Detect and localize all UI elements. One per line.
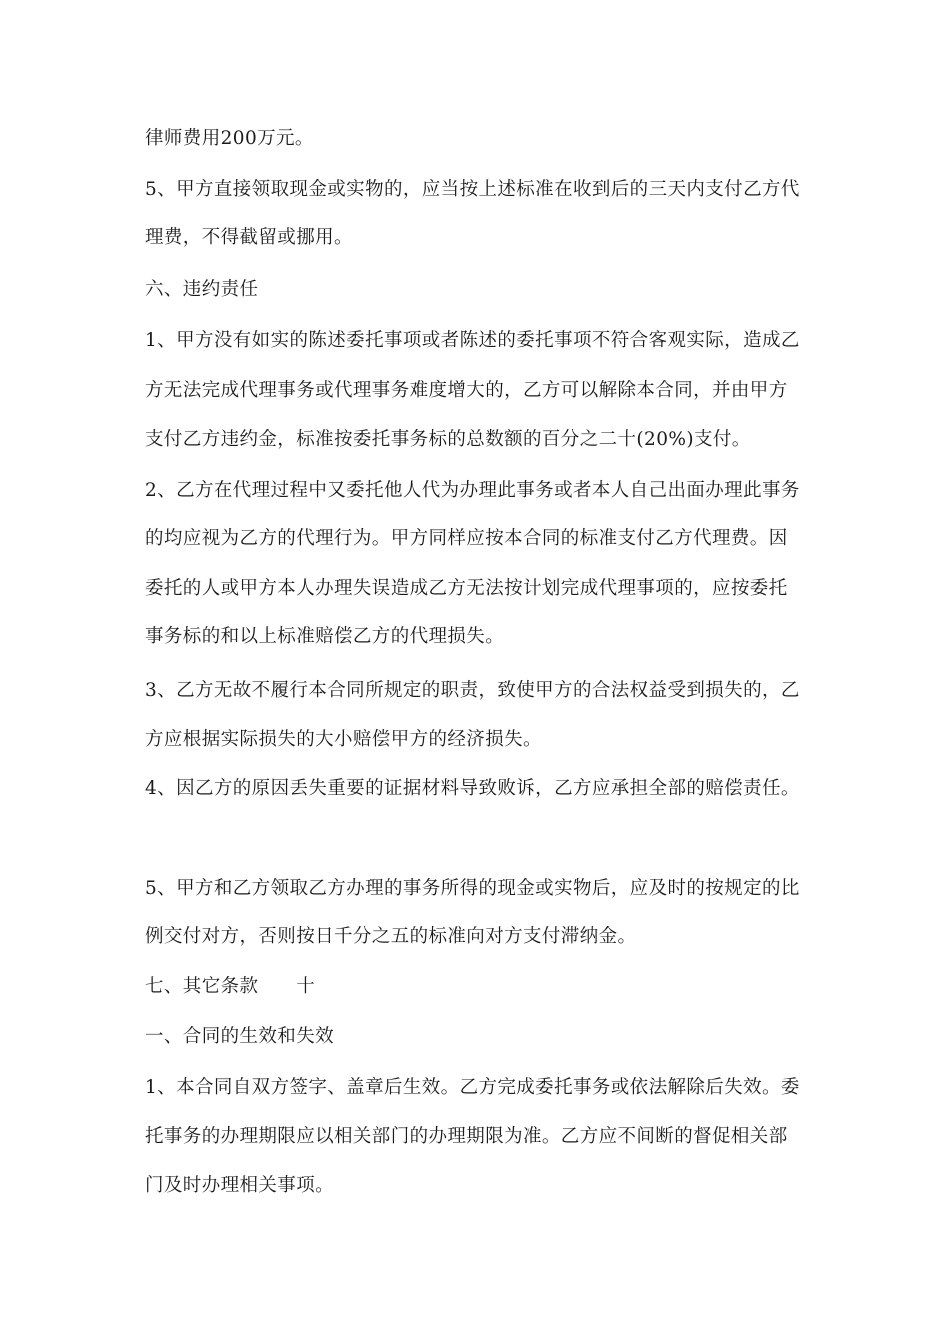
text-line: 委托的人或甲方本人办理失误造成乙方无法按计划完成代理事项的，应按委托 [145,578,788,599]
text-line: 5、甲方直接领取现金或实物的，应当按上述标准在收到后的三天内支付乙方代 [145,179,800,200]
section-heading: 六、违约责任 [145,279,259,300]
text-line: 方无法完成代理事务或代理事务难度增大的，乙方可以解除本合同，并由甲方 [145,380,788,401]
text-line: 托事务的办理期限应以相关部门的办理期限为准。乙方应不间断的督促相关部 [145,1126,788,1147]
text-line: 门及时办理相关事项。 [145,1175,335,1196]
text-line: 支付乙方违约金，标准按委托事务标的总数额的百分之二十(20%)支付。 [145,429,751,450]
text-line: 事务标的和以上标准赔偿乙方的代理损失。 [145,626,505,647]
text-line: 2、乙方在代理过程中又委托他人代为办理此事务或者本人自己出面办理此事务 [145,480,800,501]
text-line: 3、乙方无故不履行本合同所规定的职责，致使甲方的合法权益受到损失的，乙 [145,680,800,701]
section-heading: 七、其它条款 十 [145,976,316,997]
text-line: 5、甲方和乙方领取乙方办理的事务所得的现金或实物后，应及时的按规定的比 [145,878,800,899]
text-line: 4、因乙方的原因丢失重要的证据材料导致败诉，乙方应承担全部的赔偿责任。 [145,778,800,799]
text-line: 的均应视为乙方的代理行为。甲方同样应按本合同的标准支付乙方代理费。因 [145,528,788,549]
text-line: 理费，不得截留或挪用。 [145,227,353,248]
text-line: 1、甲方没有如实的陈述委托事项或者陈述的委托事项不符合客观实际，造成乙 [145,330,800,351]
text-line: 律师费用200万元。 [145,128,314,149]
section-heading: 一、合同的生效和失效 [145,1026,335,1047]
text-line: 1、本合同自双方签字、盖章后生效。乙方完成委托事务或依法解除后失效。委 [145,1077,800,1098]
text-line: 方应根据实际损失的大小赔偿甲方的经济损失。 [145,729,542,750]
text-line: 例交付对方，否则按日千分之五的标准向对方支付滞纳金。 [145,926,637,947]
